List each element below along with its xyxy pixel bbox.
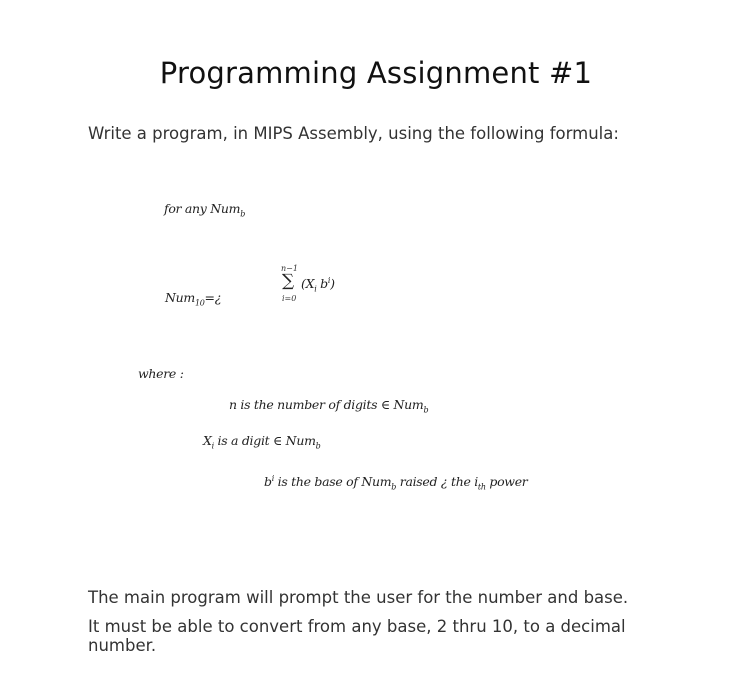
where-line-x: [203, 433, 320, 451]
footer-paragraph-1: The main program will prompt the user for the number and base.: [88, 588, 629, 607]
sum-lower-limit: i=0: [282, 294, 297, 303]
where-line-b-text1: is the base of Num: [273, 474, 392, 490]
page-title: Programming Assignment #1: [159, 56, 593, 90]
where-line-b-sub1: b: [391, 482, 397, 492]
where-line-n: [229, 397, 428, 415]
where-line-b-sub2: th: [477, 482, 486, 492]
where-line-x-sub: b: [315, 441, 321, 451]
where-line-b-var: b: [264, 474, 272, 490]
term-b: b: [316, 276, 328, 292]
where-label: where :: [138, 366, 184, 381]
formula-for-any: [164, 201, 245, 219]
where-line-b-text3: power: [485, 474, 528, 490]
lhs-sub: 10: [194, 298, 205, 308]
lhs-num: Num: [165, 290, 195, 305]
where-line-x-var-sub: i: [211, 441, 214, 451]
term-open: (X: [301, 276, 315, 292]
where-line-x-text: is a digit ∈ Num: [213, 433, 316, 448]
term-close: ): [330, 276, 335, 292]
term-b-sup: i: [327, 276, 331, 285]
where-line-x-var: X: [203, 433, 212, 448]
sigma-symbol: ∑: [282, 271, 295, 291]
where-line-b-text2: raised ¿ the i: [396, 474, 478, 490]
for-any-text: for any Num: [164, 201, 241, 216]
formula-lhs: [165, 290, 221, 308]
intro-paragraph: Write a program, in MIPS Assembly, using the following formula:: [88, 124, 619, 143]
for-any-sub: b: [240, 209, 246, 219]
lhs-eq: =¿: [204, 290, 222, 305]
sum-term: [301, 276, 335, 294]
sum-upper-limit: n−1: [281, 264, 298, 273]
where-line-n-sub: b: [423, 405, 429, 415]
where-line-n-text: n is the number of digits ∈ Num: [229, 397, 424, 412]
term-x-sub: i: [314, 284, 317, 294]
where-line-b-sup: i: [271, 474, 274, 483]
where-line-b: [264, 474, 527, 492]
footer-paragraph-2: It must be able to convert from any base, 2 thru 10, to a decimal number.: [88, 617, 626, 655]
